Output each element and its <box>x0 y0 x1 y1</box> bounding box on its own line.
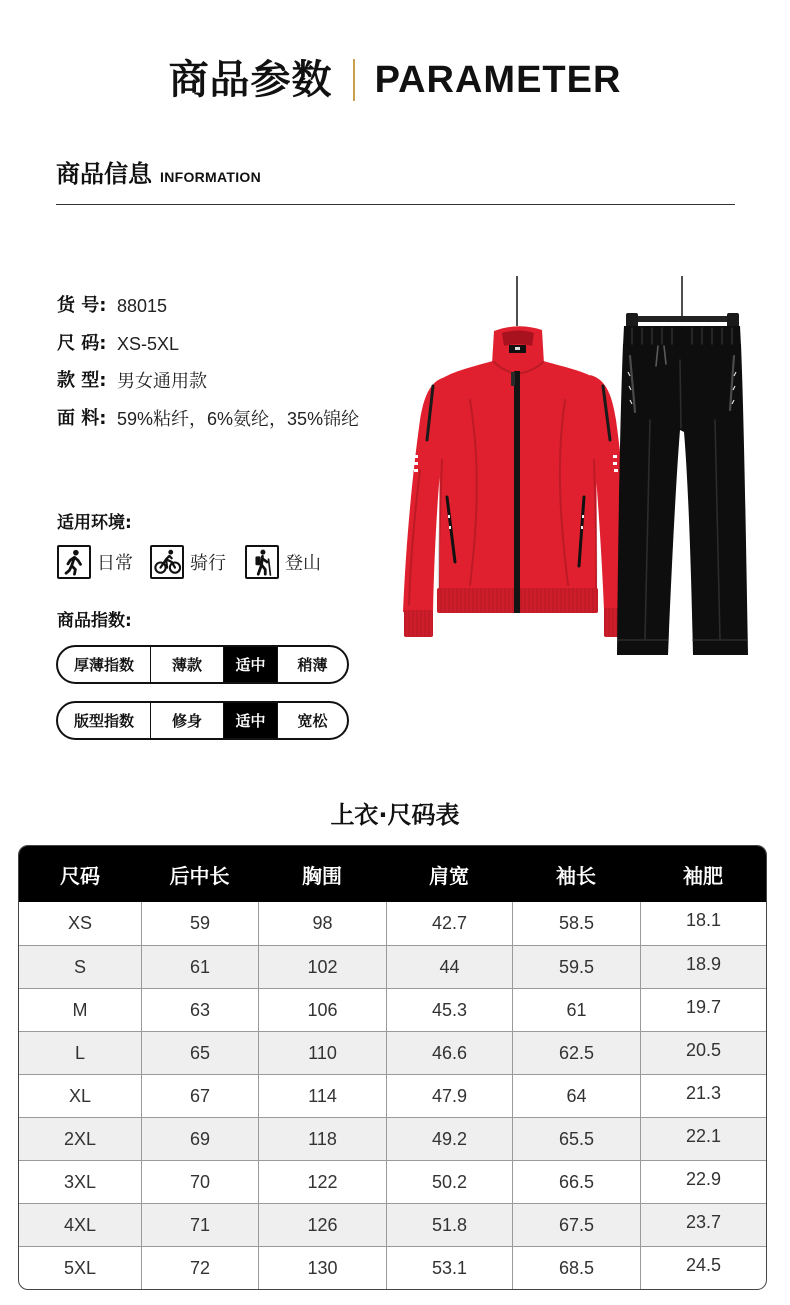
table-cell: 49.2 <box>386 1118 512 1160</box>
column-header: 尺码 <box>60 863 100 888</box>
table-cell: XS <box>67 913 92 933</box>
pants-waistband <box>623 326 741 346</box>
pants-illustration <box>617 326 748 655</box>
environment-item <box>150 545 226 579</box>
table-cell: L <box>74 1042 85 1063</box>
table-cell: 47.9 <box>386 1075 512 1117</box>
section-title-cn: 商品信息 <box>56 160 152 188</box>
page-title-en: PARAMETER <box>374 59 622 101</box>
section-title-en: INFORMATION <box>160 169 262 185</box>
section-heading <box>56 158 261 190</box>
table-cell: 126 <box>258 1204 386 1246</box>
table-cell: 106 <box>258 989 386 1031</box>
hiking-icon <box>245 545 279 579</box>
table-cell: 68.5 <box>512 1247 640 1289</box>
spec-label: 面 料: <box>57 408 107 429</box>
spec-value: 88015 <box>117 296 168 316</box>
size-table-title: 上衣·尺码表 <box>330 801 460 829</box>
table-cell: 22.9 <box>640 1161 766 1203</box>
spec-label: 尺 码: <box>57 333 107 354</box>
index-heading: 商品指数: <box>57 611 132 631</box>
spec-row-item-number <box>57 294 167 318</box>
table-cell: 114 <box>258 1075 386 1117</box>
column-header: 胸围 <box>302 863 342 888</box>
table-row <box>19 1031 766 1074</box>
table-cell: 53.1 <box>386 1247 512 1289</box>
spec-row-fabric <box>57 407 359 431</box>
table-cell: 110 <box>258 1032 386 1074</box>
table-cell: 19.7 <box>640 989 766 1031</box>
table-cell: 130 <box>258 1247 386 1289</box>
spec-value: XS-5XL <box>117 334 180 354</box>
jacket-illustration <box>403 326 633 637</box>
title-divider <box>353 59 355 101</box>
table-cell: 67 <box>141 1075 258 1117</box>
table-cell: 59 <box>141 902 258 945</box>
table-cell: 42.7 <box>386 902 512 945</box>
table-cell: 102 <box>258 946 386 988</box>
table-cell: 65 <box>141 1032 258 1074</box>
table-cell: XL <box>68 1085 92 1106</box>
table-cell: 61 <box>512 989 640 1031</box>
walking-icon <box>57 545 91 579</box>
table-cell: 69 <box>141 1118 258 1160</box>
table-cell: M <box>72 999 88 1020</box>
table-row <box>19 945 766 988</box>
table-row <box>19 1203 766 1246</box>
spec-label: 货 号: <box>57 295 107 316</box>
index-option: 宽松 <box>277 703 347 738</box>
jacket-zipper <box>514 371 520 613</box>
environment-label: 登山 <box>285 553 321 573</box>
product-image <box>390 265 760 665</box>
column-header: 肩宽 <box>429 863 469 888</box>
table-cell: 63 <box>141 989 258 1031</box>
table-cell: 72 <box>141 1247 258 1289</box>
table-row <box>19 1117 766 1160</box>
spec-label: 款 型: <box>57 370 107 391</box>
table-cell: 4XL <box>63 1214 97 1235</box>
spec-row-size <box>57 332 179 356</box>
index-pill-thickness <box>56 645 349 684</box>
index-name: 厚薄指数 <box>73 656 134 674</box>
table-cell: 71 <box>141 1204 258 1246</box>
table-cell: 59.5 <box>512 946 640 988</box>
table-cell: 66.5 <box>512 1161 640 1203</box>
table-cell: 5XL <box>63 1257 97 1278</box>
table-row <box>19 1160 766 1203</box>
column-header: 后中长 <box>169 863 230 888</box>
table-cell: 23.7 <box>640 1204 766 1246</box>
pants-hanger <box>626 276 739 328</box>
table-cell: 62.5 <box>512 1032 640 1074</box>
size-table <box>18 845 767 1290</box>
table-cell: 21.3 <box>640 1075 766 1117</box>
index-option: 适中 <box>223 647 277 682</box>
table-cell: 18.1 <box>640 902 766 945</box>
table-cell: 70 <box>141 1161 258 1203</box>
table-cell: 61 <box>141 946 258 988</box>
index-option: 修身 <box>150 703 223 738</box>
table-cell: 51.8 <box>386 1204 512 1246</box>
index-name: 版型指数 <box>73 712 134 730</box>
environment-item <box>245 545 321 579</box>
table-cell: 46.6 <box>386 1032 512 1074</box>
cycling-icon <box>150 545 184 579</box>
table-cell: 22.1 <box>640 1118 766 1160</box>
pants-legs <box>617 344 748 655</box>
table-cell: 2XL <box>63 1128 97 1149</box>
index-option: 薄款 <box>150 647 223 682</box>
page-title-cn: 商品参数 <box>168 57 333 103</box>
table-cell: 18.9 <box>640 946 766 988</box>
index-pill-fit <box>56 701 349 740</box>
table-cell: 118 <box>258 1118 386 1160</box>
table-cell: 44 <box>386 946 512 988</box>
environment-item <box>57 545 133 579</box>
spec-value: 59%粘纤，6%氨纶，35%锦纶 <box>117 409 360 429</box>
table-cell: 67.5 <box>512 1204 640 1246</box>
table-row <box>19 1074 766 1117</box>
spec-value: 男女通用款 <box>117 371 207 391</box>
table-cell: 20.5 <box>640 1032 766 1074</box>
table-cell: 50.2 <box>386 1161 512 1203</box>
table-row <box>19 988 766 1031</box>
table-cell: 3XL <box>63 1171 97 1192</box>
table-header-row <box>19 846 766 902</box>
table-cell: 64 <box>512 1075 640 1117</box>
table-row <box>19 902 766 945</box>
table-cell: 122 <box>258 1161 386 1203</box>
column-header: 袖肥 <box>683 863 723 888</box>
environment-label: 骑行 <box>190 553 226 573</box>
table-cell: 45.3 <box>386 989 512 1031</box>
environment-label: 日常 <box>97 553 133 573</box>
spec-row-style <box>57 369 207 393</box>
column-header: 袖长 <box>556 863 596 888</box>
table-cell: S <box>73 956 86 977</box>
section-divider <box>56 204 735 205</box>
index-option: 稍薄 <box>277 647 347 682</box>
table-cell: 24.5 <box>640 1247 766 1289</box>
page-title <box>0 55 790 105</box>
table-cell: 98 <box>258 902 386 945</box>
environment-heading: 适用环境: <box>57 513 132 533</box>
table-cell: 65.5 <box>512 1118 640 1160</box>
table-row <box>19 1246 766 1289</box>
index-option: 适中 <box>223 703 277 738</box>
table-cell: 58.5 <box>512 902 640 945</box>
